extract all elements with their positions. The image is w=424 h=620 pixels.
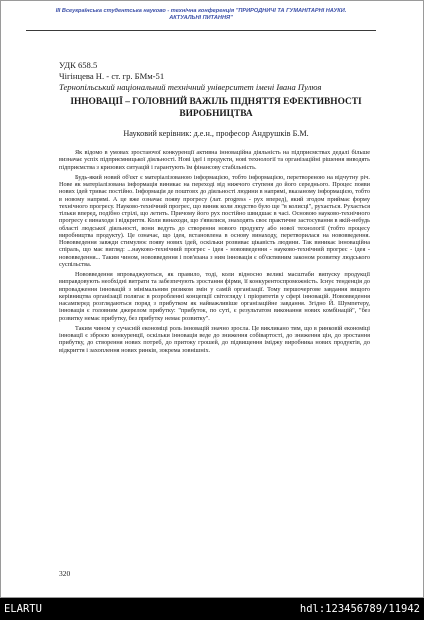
handle-identifier: hdl:123456789/11942 [299, 603, 420, 615]
supervisor-line: Науковий керівник: д.е.н., професор Андрушків Б.М. [123, 129, 309, 138]
paragraph: Нововведення впроваджуються, як правило, тоді, коли відносно великі масштаби випуску продукції виправдовують необхідні витрати та забезпечують зростання фірми, її конкурентоспроможність. Існує тенденція до впровадження інновацій з мінімальним ризиком змін у самій організації. Тому першочергове завдання вищого керівництва організації полягає в розробленні концепції світогляду і пріоритетів у сфері інновацій. Нововведення насамперед розглядаються поряд з прибутком як найважливіше організаційне завдання. Згідно Й. Шумпетеру, інновація є головним джерелом прибутку: "прибуток, по суті, є результатом виконання нових комбінацій", "без розвитку немає прибутку, без прибутку немає розвитку". [59, 271, 370, 322]
conference-header [26, 8, 376, 31]
article-body [59, 149, 370, 357]
page-number: 320 [59, 569, 71, 578]
repository-footer [0, 598, 424, 620]
paragraph: Як відомо в умовах зростаючої конкуренції активна інноваційна діяльність на підприємствах дедалі більше визначає успіх підприємницької діяльності. Нові ідеї і продукти, нові технології та організаційні рішення виводять підприємства з кризових ситуацій і гарантують їм фінансову стабільність. [59, 149, 370, 171]
udc-code: УДК 658.5 [59, 60, 98, 70]
repository-name: ELARTU [4, 603, 42, 615]
article-meta [59, 60, 322, 93]
conference-title-line1: III Всеукраїнська студентська науково - технічна конференція "ПРИРОДНИЧІ ТА ГУМАНІТАРНІ НАУКИ. [55, 8, 347, 14]
paragraph: Будь-який новий об'єкт є матеріалізованою інформацією, тобто інформацією, перетвореною на відчутну річ. Нове як матеріалізована інформація виникає на переході від нижчого ступеня до його середнього. Процес появи нових ідей триває постійно. Інформація де поштовх до діяльності людини в напрямі, вказаному інформацією, тобто в новому напрямі. А це вже означає появу прогресу (лат. progress - рух вперед), який згодом приймає форму технічного прогресу. Науково-технічний прогрес, що виник коли людство було ще "в колисці", рухається. Рухається тільки вперед, подібно стрілі, що летить. Причому його рух постійно швидшає в часі. Основою науково-технічного прогресу є винаходи і відкриття. Коли винаходи, що з'явилися, знаходять своє практичне застосування в якій-небудь області людської діяльності, вони ведуть до створення нового продукту або нової технології (тобто процесу виробництва продукту). Це означає, що ідея, встановлена в основу винаходу, перетворилася на нововведення. Нововведення завжди стимулює появу нових ідей, оскільки розвиває цікавість людини. Так виникає інноваційна спіраль, що має вигляд: ...науково-технічний прогрес - ідея - нововведення - науково-технічний прогрес - ідея - нововведення... Таким чином, нововведення і пов'язана з ним інновація є об'єктивним законом розвитку людського суспільства. [59, 173, 370, 268]
institution-line: Тернопільський національний технічний університет імені Івана Пулюя [59, 82, 322, 92]
author-line: Чігінцева Н. - ст. гр. БМм-51 [59, 71, 165, 81]
article-title: ІННОВАЦІЇ – ГОЛОВНИЙ ВАЖІЛЬ ПІДНЯТТЯ ЕФЕКТИВНОСТІ ВИРОБНИЦТВА [70, 97, 362, 119]
conference-title-line2: АКТУАЛЬНІ ПИТАННЯ" [169, 15, 233, 21]
paragraph: Таким чином у сучасній економіці роль інновацій значно зросла. Це викликано тим, що в ринковій економіці інновації є зброєю конкуренції, оскільки інновація веде до зниження собівартості, до зниження цін, до зростання прибутку, до створення нових потреб, до притоку грошей, до підвищення іміджу виробника нових продуктів, до відкриття і захоплення нових ринків, зокрема зовнішніх. [59, 324, 370, 354]
